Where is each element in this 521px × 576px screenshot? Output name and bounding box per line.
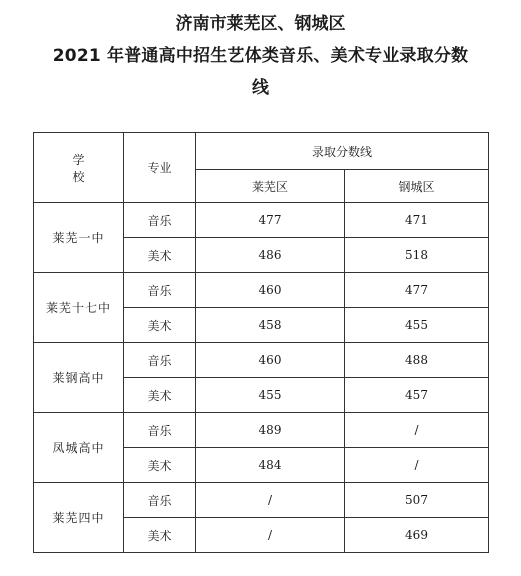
school-name: 凤城高中	[34, 413, 124, 483]
school-name: 莱芜十七中	[34, 273, 124, 343]
school-name: 莱芜四中	[34, 483, 124, 553]
major-name: 美术	[124, 378, 196, 413]
title-line-2: 2021 年普通高中招生艺体类音乐、美术专业录取分数	[52, 46, 469, 66]
major-name: 音乐	[124, 483, 196, 518]
header-school: 学校	[34, 133, 124, 203]
score-laiwu: /	[196, 518, 345, 553]
score-gangcheng: 488	[345, 343, 489, 378]
table-row	[34, 483, 489, 518]
score-gangcheng: 471	[345, 203, 489, 238]
score-gangcheng: 455	[345, 308, 489, 343]
score-laiwu: 477	[196, 203, 345, 238]
major-name: 美术	[124, 448, 196, 483]
header-laiwu: 莱芜区	[196, 170, 345, 203]
major-name: 美术	[124, 518, 196, 553]
major-name: 音乐	[124, 203, 196, 238]
score-gangcheng: 457	[345, 378, 489, 413]
major-name: 美术	[124, 308, 196, 343]
document-title	[20, 8, 501, 104]
score-laiwu: 455	[196, 378, 345, 413]
score-gangcheng: 469	[345, 518, 489, 553]
score-gangcheng: /	[345, 448, 489, 483]
major-name: 美术	[124, 238, 196, 273]
table-row	[34, 413, 489, 448]
table-row	[34, 343, 489, 378]
score-laiwu: 460	[196, 273, 345, 308]
score-laiwu: 458	[196, 308, 345, 343]
header-gangcheng: 钢城区	[345, 170, 489, 203]
header-score-group: 录取分数线	[196, 133, 489, 170]
school-name: 莱钢高中	[34, 343, 124, 413]
major-name: 音乐	[124, 343, 196, 378]
header-major: 专业	[124, 133, 196, 203]
score-laiwu: 484	[196, 448, 345, 483]
major-name: 音乐	[124, 273, 196, 308]
score-gangcheng: 477	[345, 273, 489, 308]
table-row	[34, 203, 489, 238]
score-gangcheng: /	[345, 413, 489, 448]
major-name: 音乐	[124, 413, 196, 448]
title-line-3: 线	[252, 78, 269, 98]
score-laiwu: 460	[196, 343, 345, 378]
admission-score-table	[33, 132, 489, 553]
table-row	[34, 273, 489, 308]
school-name: 莱芜一中	[34, 203, 124, 273]
score-laiwu: /	[196, 483, 345, 518]
score-gangcheng: 518	[345, 238, 489, 273]
score-laiwu: 486	[196, 238, 345, 273]
score-gangcheng: 507	[345, 483, 489, 518]
score-laiwu: 489	[196, 413, 345, 448]
title-line-1: 济南市莱芜区、钢城区	[175, 14, 346, 34]
